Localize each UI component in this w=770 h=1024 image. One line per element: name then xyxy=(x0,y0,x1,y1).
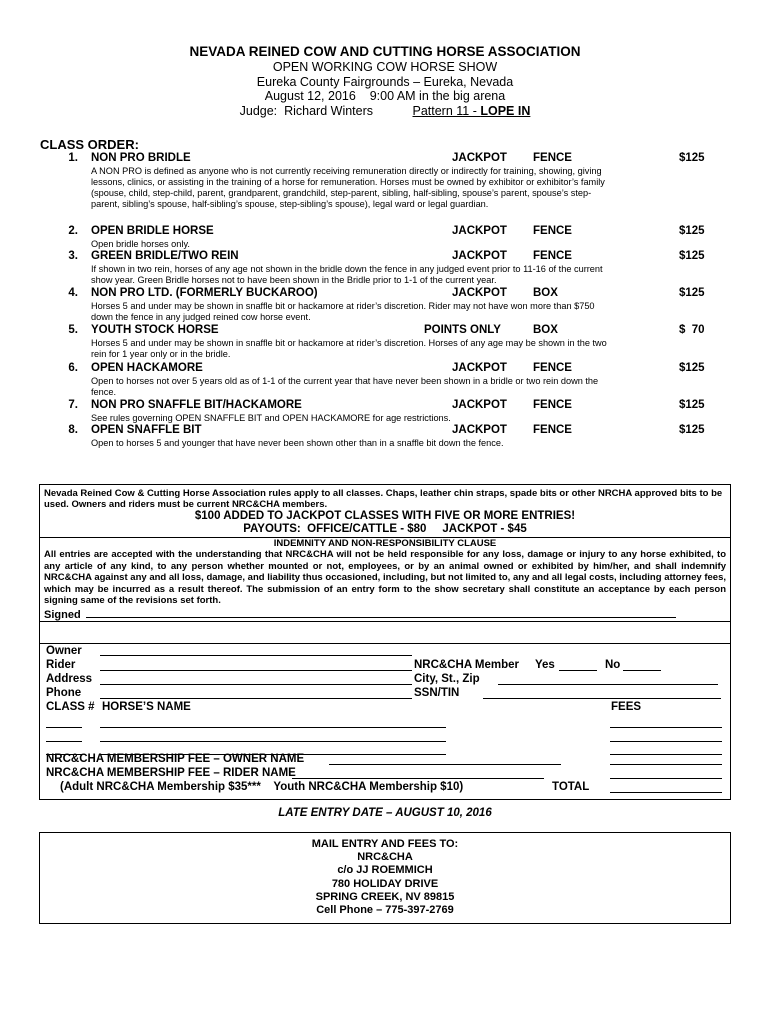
indemnity-text: All entries are accepted with the understanding that NRC&CHA will not be held responsible for any loss, damage or injury to any horse exhibited, to any article of any kind, to any person whether mounted or not, employees, or by an animal owned or exhibited by him/her, and shall indemnify NRC&CHA against any and all loss, damage, and liability thus occasioned, including, but not limited to, any and all legal costs, including attorney fees, which may be incurred as a result thereof. The submission of an entry form to the show secretary shall constitute an acceptance by each person signing same of the revisions set forth. xyxy=(44,549,726,606)
org-title: NEVADA REINED COW AND CUTTING HORSE ASSOCIATION xyxy=(189,44,581,59)
mail-heading: MAIL ENTRY AND FEES TO: xyxy=(311,838,459,850)
signature-line[interactable] xyxy=(40,607,730,622)
added-money-notice: $100 ADDED TO JACKPOT CLASSES WITH FIVE OR MORE ENTRIES! xyxy=(194,510,576,522)
class-name: NON PRO SNAFFLE BIT/HACKAMORE xyxy=(91,399,302,411)
class-category: BOX xyxy=(533,287,558,299)
class-category: FENCE xyxy=(533,399,572,411)
class-type: JACKPOT xyxy=(452,152,507,164)
class-fee: $125 xyxy=(679,225,705,237)
class-item-8 xyxy=(0,424,770,449)
rules-box xyxy=(39,484,731,644)
class-number: 6. xyxy=(68,362,78,374)
class-description: Open to horses not over 5 years old as of 1-1 of the current year that have never been shown in a bridle or two rein down the fence. xyxy=(91,376,599,397)
class-name: NON PRO BRIDLE xyxy=(91,152,191,164)
class-order-title: CLASS ORDER: xyxy=(40,137,139,152)
membership-note: (Adult NRC&CHA Membership $35*** Youth NRC&CHA Membership $10) xyxy=(60,781,464,793)
horse-name-header: HORSE’S NAME xyxy=(102,701,191,713)
class-description: Horses 5 and under may be shown in snaffle bit or hackamore at rider’s discretion. Horses of any age may be shown in the two rein for 1 year only or in the bridle. xyxy=(91,338,607,359)
city-field[interactable] xyxy=(498,684,718,685)
class-item-4 xyxy=(0,287,770,323)
class-fee: $125 xyxy=(679,152,705,164)
pattern xyxy=(413,104,531,118)
member-yes-field[interactable] xyxy=(559,670,597,671)
address-label: Address xyxy=(46,673,93,685)
mail-contact: c/o JJ ROEMMICH xyxy=(337,864,433,877)
class-category: FENCE xyxy=(533,424,572,436)
class-name: GREEN BRIDLE/TWO REIN xyxy=(91,250,239,262)
class-item-3 xyxy=(0,250,770,286)
class-type: JACKPOT xyxy=(452,287,507,299)
class-fee: $125 xyxy=(679,362,705,374)
owner-membership-name-field[interactable] xyxy=(329,764,561,765)
class-number: 5. xyxy=(68,324,78,336)
class-fee: $125 xyxy=(679,250,705,262)
owner-field[interactable] xyxy=(100,655,412,656)
rider-label: Rider xyxy=(46,659,76,671)
class-item-1 xyxy=(0,152,770,210)
class-description: Horses 5 and under may be shown in snaffle bit or hackamore at rider’s discretion. Rider may not have won more than $750 down the fence in any judged reined cow horse event. xyxy=(91,301,595,322)
class-type: JACKPOT xyxy=(452,424,507,436)
class-description: Open to horses 5 and younger that have never been shown other than in a snaffle bit down the fence. xyxy=(91,438,504,448)
indemnity-title: INDEMNITY AND NON-RESPONSIBILITY CLAUSE xyxy=(40,537,730,549)
fee-field[interactable] xyxy=(610,727,722,728)
rider-membership-fee-label: NRC&CHA MEMBERSHIP FEE – RIDER NAME xyxy=(46,767,296,779)
class-number-field[interactable] xyxy=(46,727,82,728)
class-item-6 xyxy=(0,362,770,398)
class-name: OPEN SNAFFLE BIT xyxy=(91,424,202,436)
class-number: 3. xyxy=(68,250,78,262)
ssn-label: SSN/TIN xyxy=(414,687,460,699)
fee-field[interactable] xyxy=(610,741,722,742)
mail-city: SPRING CREEK, NV 89815 xyxy=(315,890,455,903)
fee-field[interactable] xyxy=(610,754,722,755)
class-number: 1. xyxy=(68,152,78,164)
class-item-7 xyxy=(0,399,770,424)
total-field[interactable] xyxy=(610,792,722,793)
rider-field[interactable] xyxy=(100,670,412,671)
class-category: FENCE xyxy=(533,152,572,164)
class-name: NON PRO LTD. (FORMERLY BUCKAROO) xyxy=(91,287,318,299)
rules-text: Nevada Reined Cow & Cutting Horse Association rules apply to all classes. Chaps, leather chin straps, spade bits or other NRCHA approved bits to be used. Owners and riders must be current NRC&CHA members. xyxy=(44,488,723,510)
phone-field[interactable] xyxy=(100,698,412,699)
member-label: NRC&CHA Member xyxy=(414,659,519,671)
pattern-name: LOPE IN xyxy=(480,103,531,118)
class-number: 7. xyxy=(68,399,78,411)
fees-header: FEES xyxy=(611,701,642,713)
owner-label: Owner xyxy=(46,645,82,657)
class-description: See rules governing OPEN SNAFFLE BIT and OPEN HACKAMORE for age restrictions. xyxy=(91,413,451,423)
address-field[interactable] xyxy=(100,684,412,685)
class-category: FENCE xyxy=(533,225,572,237)
show-title: OPEN WORKING COW HORSE SHOW xyxy=(272,60,498,74)
class-item-5 xyxy=(0,324,770,360)
member-no-label: No xyxy=(605,659,621,671)
class-fee: $ 70 xyxy=(679,324,705,336)
class-category: FENCE xyxy=(533,362,572,374)
class-type: POINTS ONLY xyxy=(424,324,501,336)
payouts: PAYOUTS: OFFICE/CATTLE - $80 JACKPOT - $45 xyxy=(243,523,527,535)
entry-form-box xyxy=(39,643,731,800)
mail-org: NRC&CHA xyxy=(357,851,413,864)
class-name: YOUTH STOCK HORSE xyxy=(91,324,219,336)
class-category: FENCE xyxy=(533,250,572,262)
class-category: BOX xyxy=(533,324,558,336)
signature-field[interactable] xyxy=(86,607,676,618)
mail-phone: Cell Phone – 775-397-2769 xyxy=(316,904,454,917)
class-type: JACKPOT xyxy=(452,225,507,237)
class-type: JACKPOT xyxy=(452,399,507,411)
total-label: TOTAL xyxy=(552,781,590,793)
class-type: JACKPOT xyxy=(452,362,507,374)
class-number: 4. xyxy=(68,287,78,299)
class-fee: $125 xyxy=(679,424,705,436)
class-type: JACKPOT xyxy=(452,250,507,262)
class-description: Open bridle horses only. xyxy=(91,239,190,249)
member-yes-label: Yes xyxy=(535,659,555,671)
pattern-prefix: Pattern 11 - xyxy=(412,103,481,118)
judge-pattern-line xyxy=(0,104,770,119)
signed-label: Signed xyxy=(44,608,81,621)
mail-entry-box xyxy=(39,832,731,924)
rider-membership-fee-field[interactable] xyxy=(610,778,722,779)
class-number: 8. xyxy=(68,424,78,436)
class-item-2 xyxy=(0,225,770,250)
venue: Eureka County Fairgrounds – Eureka, Nevada xyxy=(256,74,514,89)
member-no-field[interactable] xyxy=(623,670,661,671)
horse-name-field[interactable] xyxy=(100,741,446,742)
class-number-field[interactable] xyxy=(46,741,82,742)
mail-street: 780 HOLIDAY DRIVE xyxy=(331,877,439,890)
late-entry-date: LATE ENTRY DATE – AUGUST 10, 2016 xyxy=(278,807,492,819)
class-fee: $125 xyxy=(679,287,705,299)
rider-membership-name-field[interactable] xyxy=(292,778,544,779)
class-name: OPEN HACKAMORE xyxy=(91,362,203,374)
owner-membership-fee-label: NRC&CHA MEMBERSHIP FEE – OWNER NAME xyxy=(46,753,305,765)
class-description: If shown in two rein, horses of any age not shown in the bridle down the fence in any judged event prior to 11-16 of the current show year. Green Bridle horses not to have been shown in the Bridle prior to 1-1 of the current year. xyxy=(91,264,603,285)
document-header xyxy=(0,44,770,118)
horse-name-field[interactable] xyxy=(100,727,446,728)
class-name: OPEN BRIDLE HORSE xyxy=(91,225,214,237)
phone-label: Phone xyxy=(46,687,82,699)
show-date-time: August 12, 2016 9:00 AM in the big arena xyxy=(264,89,506,103)
ssn-field[interactable] xyxy=(483,698,721,699)
judge: Judge: Richard Winters xyxy=(239,103,374,118)
class-description: A NON PRO is defined as anyone who is not currently receiving remuneration directly or indirectly for training, showing, giving lessons, clinics, or assisting in the training of a horse for remuneration. Horses must be owned by exhibitor or exhibitor’s family (spouse, child, step-child, parent, grandparent, grandchild, step-parent, sibling, half-sibling, spouse’s parent, spouse’s step-parent, sibling’s spouse, half-sibling’s spouse, step-sibling’s spouse), legal ward or legal guardian. xyxy=(91,166,605,209)
class-fee: $125 xyxy=(679,399,705,411)
class-number: 2. xyxy=(68,225,78,237)
city-label: City, St., Zip xyxy=(414,673,480,685)
class-number-header: CLASS # xyxy=(46,701,95,713)
owner-membership-fee-field[interactable] xyxy=(610,764,722,765)
